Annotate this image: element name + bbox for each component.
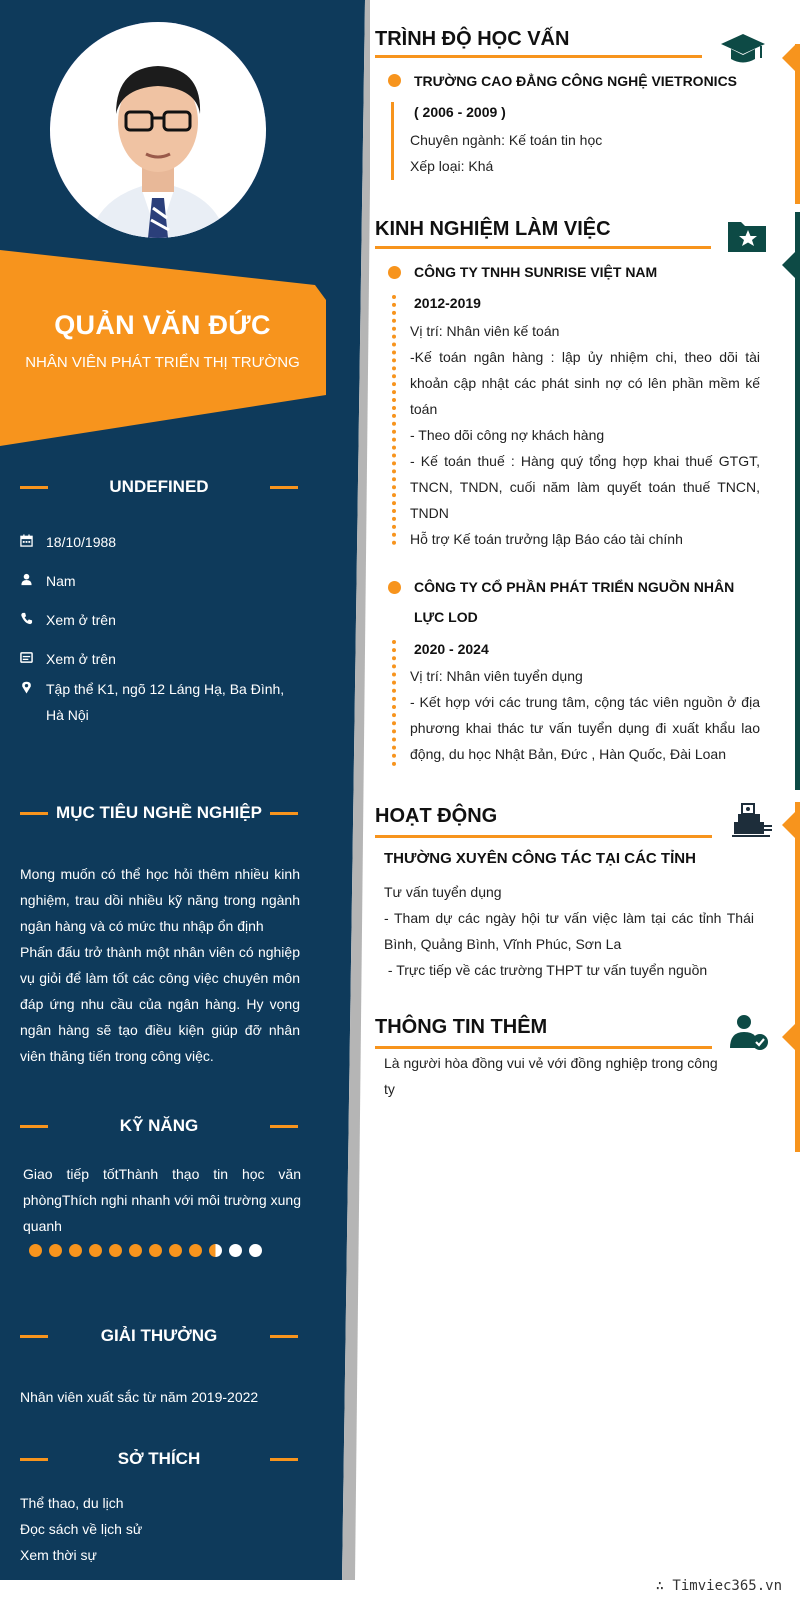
heading-dash <box>270 812 298 815</box>
contact-heading-text: UNDEFINED <box>109 477 209 496</box>
job-details <box>410 318 760 552</box>
awards-text: Nhân viên xuất sắc từ năm 2019-2022 <box>20 1389 259 1405</box>
company-name: CÔNG TY TNHH SUNRISE VIỆT NAM <box>414 264 658 280</box>
timeline-dot <box>388 581 401 594</box>
education-major: Chuyên ngành: Kế toán tin học <box>410 132 603 148</box>
company-name: CÔNG TY CỔ PHẦN PHÁT TRIỂN NGUỒN NHÂN LỰC LOD <box>414 579 735 625</box>
heading-dash <box>20 1125 48 1128</box>
awards-heading <box>20 1324 298 1348</box>
gender-value: Nam <box>46 573 76 589</box>
objective-paragraph: Phấn đấu trở thành một nhân viên có nghiệp vụ giỏi để làm tốt các công việc chuyên môn đáp ứng nhu cầu của ngân hàng. Hy vọng ngân hàng sẽ tạo điều kiện giúp đỡ nhân viên thăng tiến trong công việc. <box>20 944 300 1064</box>
location-icon <box>20 676 46 728</box>
rating-dot <box>209 1244 222 1257</box>
skills-heading <box>20 1114 298 1138</box>
rating-dot <box>189 1244 202 1257</box>
education-grade: Xếp loại: Khá <box>410 158 494 174</box>
objective-paragraph: Mong muốn có thể học hỏi thêm nhiều kinh nghiệm, trau dồi nhiều kỹ năng trong ngành ngân hàng và có mức thu nhập ổn định <box>20 866 300 934</box>
rating-dot <box>49 1244 62 1257</box>
activity-line: Tư vấn tuyển dụng <box>384 884 502 900</box>
awards-heading-text: GIẢI THƯỞNG <box>100 1326 218 1345</box>
timeline-dot <box>388 74 401 87</box>
timeline-line <box>392 295 396 545</box>
phone-value: Xem ở trên <box>46 612 116 628</box>
job-detail-line: Vị trí: Nhân viên kế toán <box>410 323 560 339</box>
heading-dash <box>20 1458 48 1461</box>
heading-dash <box>20 486 48 489</box>
address-value: Tập thể K1, ngõ 12 Láng Hạ, Ba Đình, Hà Nội <box>46 681 285 723</box>
candidate-name: QUẢN VĂN ĐỨC <box>54 310 271 340</box>
avatar <box>50 22 266 238</box>
extra-info-text: Là người hòa đồng vui vẻ với đồng nghiệp trong công ty <box>384 1055 718 1097</box>
experience-heading-underline <box>375 246 711 249</box>
skills-text: Giao tiếp tốtThành thạo tin học văn phòngThích nghi nhanh với môi trường xung quanh <box>23 1166 301 1234</box>
heading-dash <box>270 1458 298 1461</box>
activity-line: - Trực tiếp về các trường THPT tư vấn tuyển nguồn <box>384 962 708 978</box>
phone-icon <box>20 607 46 633</box>
activity-details <box>384 879 754 983</box>
section-side-arrow <box>782 812 795 838</box>
heading-dash <box>20 812 48 815</box>
job-period: 2012-2019 <box>414 295 481 311</box>
email-row <box>20 646 302 672</box>
rating-dot <box>109 1244 122 1257</box>
heading-dash <box>270 486 298 489</box>
hobbies-heading <box>20 1447 298 1471</box>
email-icon <box>20 646 46 672</box>
rating-dot <box>89 1244 102 1257</box>
rating-dot <box>69 1244 82 1257</box>
watermark: ∴ Timviec365.vn <box>655 1578 782 1594</box>
section-side-bar <box>795 212 800 790</box>
job-detail-line: -Kế toán ngân hàng : lập ủy nhiệm chi, theo dõi tài khoản cập nhật các phát sinh nợ có lên phần mềm kế toán <box>410 349 760 417</box>
timeline-line <box>391 102 394 180</box>
gender-row <box>20 568 302 594</box>
graduation-cap-icon <box>720 30 766 70</box>
activity-title: THƯỜNG XUYÊN CÔNG TÁC TẠI CÁC TỈNH <box>384 850 696 867</box>
activity-line: - Tham dự các ngày hội tư vấn việc làm tại các tỉnh Thái Bình, Quảng Bình, Vĩnh Phúc, Sơn La <box>384 910 754 952</box>
job-detail-line: Hỗ trợ Kế toán trưởng lập Báo cáo tài chính <box>410 531 683 547</box>
extra-info-heading: THÔNG TIN THÊM <box>375 1016 548 1038</box>
section-side-bar <box>795 802 800 1152</box>
job-period: 2020 - 2024 <box>414 641 489 657</box>
podium-icon <box>730 800 776 840</box>
job-detail-line: - Theo dõi công nợ khách hàng <box>410 427 605 443</box>
rating-dot <box>149 1244 162 1257</box>
address-row <box>20 676 302 728</box>
birthdate-value: 18/10/1988 <box>46 534 117 550</box>
rating-dot <box>229 1244 242 1257</box>
user-icon <box>20 568 46 594</box>
candidate-position: NHÂN VIÊN PHÁT TRIỂN THỊ TRƯỜNG <box>25 354 300 371</box>
timeline-dot <box>388 266 401 279</box>
timeline-line <box>392 640 396 766</box>
education-heading-underline <box>375 55 702 58</box>
user-check-icon <box>726 1012 772 1052</box>
job-detail-line: - Kết hợp với các trung tâm, cộng tác viên nguồn ở địa phương khai thác tư vấn tuyển dụng đi xuất khẩu lao động, du học Nhật Bản, Đức , Hàn Quốc, Đài Loan <box>410 694 760 762</box>
heading-dash <box>20 1335 48 1338</box>
education-period: ( 2006 - 2009 ) <box>414 104 506 120</box>
contact-heading <box>20 475 298 499</box>
section-side-arrow <box>782 1024 795 1050</box>
email-value: Xem ở trên <box>46 651 116 667</box>
job-detail-line: Vị trí: Nhân viên tuyển dụng <box>410 668 583 684</box>
activities-heading-underline <box>375 835 712 838</box>
experience-heading: KINH NGHIỆM LÀM VIỆC <box>375 218 611 240</box>
hobbies-list <box>20 1490 300 1568</box>
rating-dot <box>249 1244 262 1257</box>
calendar-icon <box>20 529 46 555</box>
objective-text <box>20 861 300 1069</box>
skill-rating <box>29 1244 262 1257</box>
objective-heading-text: MỤC TIÊU NGHỀ NGHIỆP <box>56 803 262 822</box>
heading-dash <box>270 1125 298 1128</box>
job-details <box>410 663 760 767</box>
rating-dot <box>29 1244 42 1257</box>
section-side-arrow <box>782 252 795 278</box>
extra-info-heading-underline <box>375 1046 712 1049</box>
phone-row <box>20 607 302 633</box>
hobby-item: Xem thời sự <box>20 1547 97 1563</box>
rating-dot <box>169 1244 182 1257</box>
briefcase-star-icon <box>726 216 772 256</box>
activities-heading: HOẠT ĐỘNG <box>375 805 498 827</box>
section-side-bar <box>795 44 800 204</box>
school-name: TRƯỜNG CAO ĐẲNG CÔNG NGHỆ VIETRONICS <box>414 73 738 89</box>
hobbies-heading-text: SỞ THÍCH <box>117 1449 201 1468</box>
objective-heading <box>20 801 298 825</box>
skills-heading-text: KỸ NĂNG <box>119 1116 199 1135</box>
rating-dot <box>129 1244 142 1257</box>
section-side-arrow <box>782 45 795 71</box>
birthdate-row <box>20 529 302 555</box>
education-details <box>410 127 760 179</box>
education-heading: TRÌNH ĐỘ HỌC VẤN <box>375 28 570 50</box>
job-detail-line: - Kế toán thuế : Hàng quý tổng hợp khai thuế GTGT, TNCN, TNDN, cuối năm làm quyết toán thuế TNCN, TNDN <box>410 453 760 521</box>
hobby-item: Thể thao, du lịch <box>20 1495 124 1511</box>
heading-dash <box>270 1335 298 1338</box>
hobby-item: Đọc sách về lịch sử <box>20 1521 143 1537</box>
